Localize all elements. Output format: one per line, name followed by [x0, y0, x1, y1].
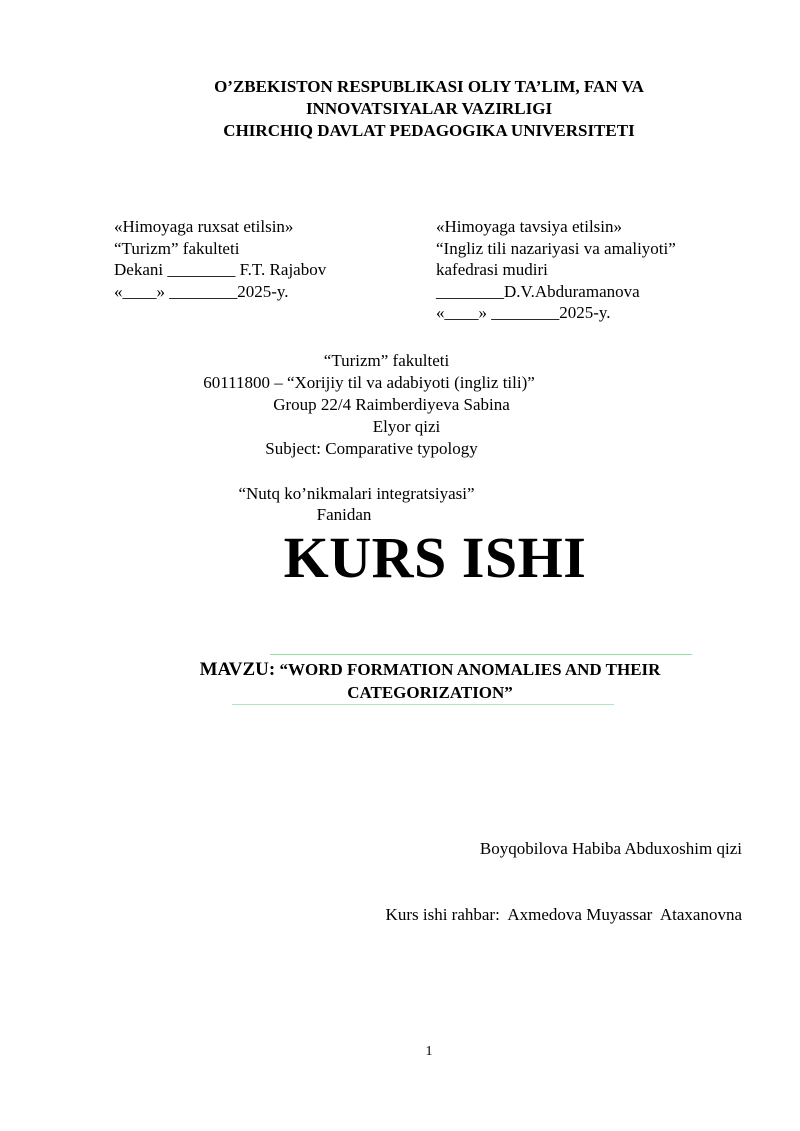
topic-underline-bottom [232, 704, 614, 705]
ministry-header [0, 76, 800, 142]
topic-label: MAVZU: [199, 659, 276, 680]
topic-text: “WORD FORMATION ANOMALIES AND THEIR CATEGORIZATION” [275, 660, 661, 702]
approval-left-line-3: Dekani ________ F.T. Rajabov [114, 260, 327, 279]
student-name-continued: Elyor qizi [372, 417, 441, 436]
student-specialty: 60111800 – “Xorijiy til va adabiyoti (ingliz tili)” [203, 373, 535, 392]
author-name: Boyqobilova Habiba Abduxoshim qizi [479, 839, 742, 858]
discipline-title: “Nutq ko’nikmalari integratsiyasi” [238, 484, 475, 503]
approval-right-line-1: «Himoyaga tavsiya etilsin» [436, 217, 623, 236]
approval-right-line-2: “Ingliz tili nazariyasi va amaliyoti” [436, 238, 676, 258]
student-group-name: Group 22/4 Raimberdiyeva Sabina [273, 395, 510, 414]
supervisor-line: Kurs ishi rahbar: Axmedova Muyassar Ataxanovna [385, 905, 742, 924]
header-line-2: INNOVATSIYALAR VAZIRLIGI [305, 99, 553, 118]
student-subject: Subject: Comparative typology [265, 439, 478, 458]
header-line-1: O’ZBEKISTON RESPUBLIKASI OLIY TA’LIM, FAN VA [214, 77, 644, 96]
student-info-block [0, 350, 800, 460]
approval-left-line-4: «____» ________2025-y. [114, 281, 289, 301]
discipline-block [0, 483, 800, 525]
header-line-3: CHIRCHIQ DAVLAT PEDAGOGIKA UNIVERSITETI [223, 121, 635, 140]
topic-underline-top [270, 654, 692, 655]
topic-heading [160, 658, 700, 704]
student-faculty: “Turizm” fakulteti [323, 351, 450, 370]
approval-right-line-4: ________D.V.Abduramanova [436, 281, 640, 301]
discipline-suffix: Fanidan [316, 505, 372, 524]
approval-left-block [114, 216, 326, 302]
approval-right-line-5: «____» ________2025-y. [436, 303, 611, 322]
approval-left-line-1: «Himoyaga ruxsat etilsin» [114, 217, 294, 236]
approval-left-line-2: “Turizm” fakulteti [114, 238, 240, 258]
approval-right-block [436, 216, 676, 324]
document-main-title: KURS ISHI [283, 525, 587, 590]
page-number: 1 [425, 1044, 433, 1059]
approval-right-line-3: kafedrasi mudiri [436, 260, 548, 279]
